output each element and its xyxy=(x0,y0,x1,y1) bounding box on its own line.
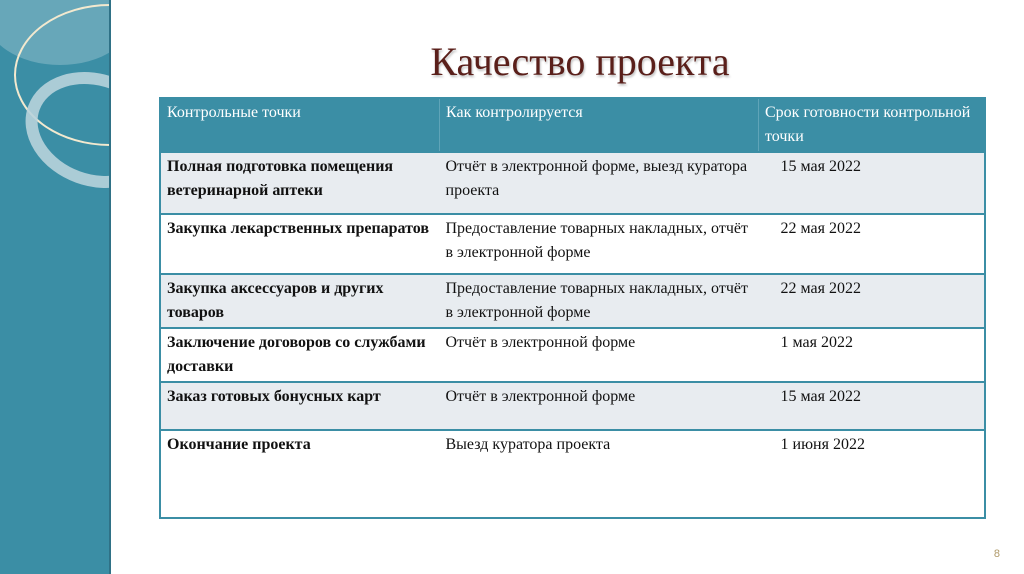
checkpoint-cell: Заказ готовых бонусных карт xyxy=(160,382,440,430)
deadline-cell: 1 июня 2022 xyxy=(759,430,986,518)
control-cell: Отчёт в электронной форме xyxy=(440,382,759,430)
checkpoint-cell: Закупка лекарственных препаратов xyxy=(160,214,440,274)
table-row xyxy=(160,274,985,328)
checkpoint-cell: Окончание проекта xyxy=(160,430,440,518)
checkpoint-cell: Полная подготовка помещения ветеринарной аптеки xyxy=(160,152,440,214)
header-deadline: Срок готовности контрольной точки xyxy=(759,98,986,152)
decorative-sidebar xyxy=(0,0,111,574)
deadline-cell: 1 мая 2022 xyxy=(759,328,986,382)
table-row xyxy=(160,152,985,214)
table-header-row xyxy=(160,98,985,152)
page-title: Качество проекта xyxy=(430,39,730,84)
checkpoint-cell: Закупка аксессуаров и других товаров xyxy=(160,274,440,328)
deadline-cell: 15 мая 2022 xyxy=(759,382,986,430)
sidebar-edge xyxy=(109,0,111,574)
control-cell: Выезд куратора проекта xyxy=(440,430,759,518)
control-cell: Предоставление товарных накладных, отчёт в электронной форме xyxy=(440,274,759,328)
page-number: 8 xyxy=(993,548,1000,560)
table-row xyxy=(160,328,985,382)
control-cell: Отчёт в электронной форме, выезд куратора проекта xyxy=(440,152,759,214)
deadline-cell: 22 мая 2022 xyxy=(759,214,986,274)
header-control-method: Как контролируется xyxy=(440,98,759,152)
decorative-rings-icon xyxy=(0,0,111,574)
header-checkpoints: Контрольные точки xyxy=(160,98,440,152)
table-row xyxy=(160,430,985,518)
deadline-cell: 15 мая 2022 xyxy=(759,152,986,214)
deadline-cell: 22 мая 2022 xyxy=(759,274,986,328)
control-cell: Отчёт в электронной форме xyxy=(440,328,759,382)
control-cell: Предоставление товарных накладных, отчёт в электронной форме xyxy=(440,214,759,274)
table-row xyxy=(160,382,985,430)
checkpoints-table xyxy=(159,97,986,519)
table-row xyxy=(160,214,985,274)
checkpoint-cell: Заключение договоров со службами доставки xyxy=(160,328,440,382)
